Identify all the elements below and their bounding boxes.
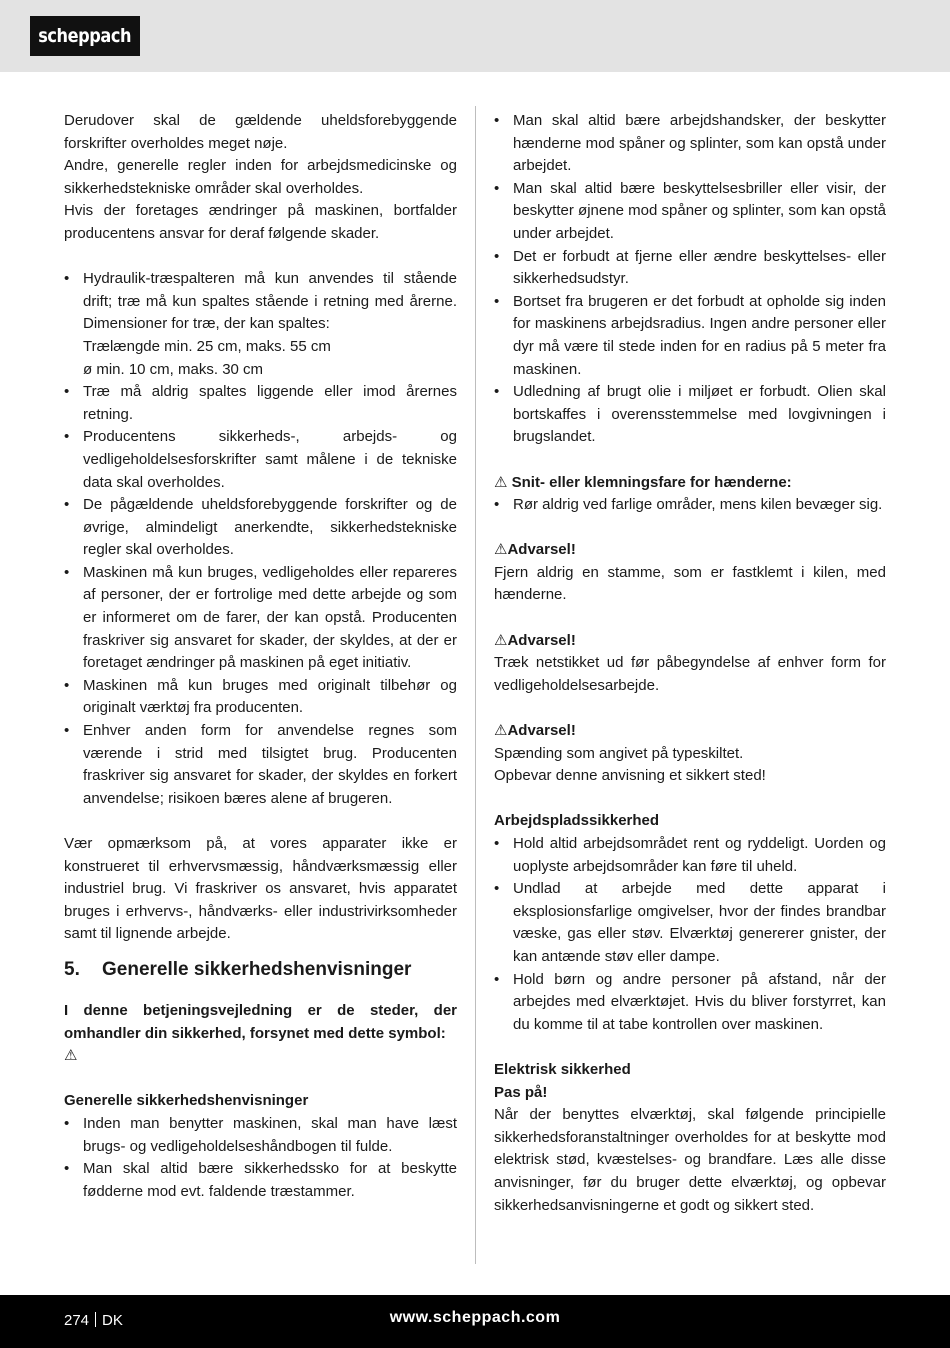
list-item: • Man skal altid bære arbejdshandsker, der beskytter hænderne mod spåner og splinter, som kan opstå under arbejdet. — [494, 110, 886, 178]
section-number: 5. — [64, 958, 80, 980]
top-bar — [0, 0, 950, 72]
section-title: Generelle sikkerhedshenvisninger — [102, 958, 412, 980]
sub-heading: Generelle sikkerhedshenvisninger — [64, 1092, 309, 1110]
warning-text-2: Træk netstikket ud før påbegyndelse af enhver form for vedligeholdelsesarbejde. — [494, 654, 886, 694]
list-item: • Hold altid arbejdsområdet rent og ryddeligt. Uorden og uoplyste arbejdsområder kan føre til uheld. — [494, 833, 886, 878]
scheppach-logo — [30, 16, 140, 56]
list-item: • Maskinen må kun bruges, vedligeholdes eller repareres af personer, der er fortrolige med dette arbejde og som er informeret om de farer, der kan opstå. Producenten fraskriver sig ansvaret for skader, der skyldes, at der er foretaget ændringer på maskinen på eget initiativ. — [64, 562, 457, 675]
list-item: • Maskinen må kun bruges med originalt tilbehør og originalt værktøj fra producenten. — [64, 675, 457, 720]
warning-text-3a: Spænding som angivet på typeskiltet. — [494, 744, 744, 762]
notice-paragraph: Vær opmærksom på, at vores apparater ikke er konstrueret til erhvervsmæssig, håndværksmæssig eller industriel brug. Vi fraskriver os ansvaret, hvis apparatet bruges i erhvervs-, håndværks- eller industrivirksomheder samt til lignende arbejde. — [64, 835, 457, 943]
warning-symbol: ⚠ — [64, 1047, 78, 1065]
electric-heading: Elektrisk sikkerhed — [494, 1060, 631, 1078]
list-item: • Rør aldrig ved farlige områder, mens kilen bevæger sig. — [494, 494, 886, 517]
footer-url: www.scheppach.com — [389, 1309, 561, 1326]
list-item: • Undlad at arbejde med dette apparat i eksplosionsfarlige omgivelser, hvor der findes brandbar væske, gas eller støv. Elværktøj genererer gnister, der kan antænde støv eller dampe. — [494, 878, 886, 968]
logo-text: scheppach — [38, 25, 132, 47]
dimension-diameter: ø min. 10 cm, maks. 30 cm — [83, 360, 264, 378]
cut-hazard-list — [494, 494, 886, 517]
warning-heading-3: ⚠Advarsel! — [494, 722, 576, 740]
intro-paragraph-2: Andre, generelle regler inden for arbejdsmedicinske og sikkerhedstekniske områder skal overholdes. — [64, 157, 457, 197]
warning-text-3b: Opbevar denne anvisning et sikkert sted! — [494, 767, 766, 785]
intro-paragraph-1: Derudover skal de gældende uheldsforebyggende forskrifter overholdes meget nøje. — [64, 112, 457, 152]
list-item: • Det er forbudt at fjerne eller ændre beskyttelses- eller sikkerhedsudstyr. — [494, 246, 886, 291]
footer-bar — [0, 1295, 950, 1348]
list-item: • Bortset fra brugeren er det forbudt at opholde sig inden for maskinens arbejdsradius. Ingen andre personer eller dyr må være til stede inden for en radius på 5 meter fra maskinen. — [494, 291, 886, 381]
list-item: • Træ må aldrig spaltes liggende eller imod årernes retning. — [64, 381, 457, 426]
list-item: • Udledning af brugt olie i miljøet er forbudt. Olien skal bortskaffes i overensstemmelse med lovgivningen i brugslandet. — [494, 381, 886, 449]
workplace-list — [494, 833, 886, 1036]
list-item — [64, 268, 457, 381]
list-item: • Inden man benytter maskinen, skal man have læst brugs- og vedligeholdelseshåndbogen til fulde. — [64, 1113, 457, 1158]
intro-paragraph-3: Hvis der foretages ændringer på maskinen, bortfalder producentens ansvar for deraf følgende skader. — [64, 202, 457, 242]
warning-text-1: Fjern aldrig en stamme, som er fastklemt i kilen, med hænderne. — [494, 563, 886, 604]
warning-heading-2: ⚠Advarsel! — [494, 631, 576, 649]
language-code: DK — [102, 1312, 123, 1329]
warning-heading-1: ⚠Advarsel! — [494, 541, 576, 559]
column-divider — [475, 106, 476, 1264]
list-item: • De pågældende uheldsforebyggende forskrifter og de øvrige, almindeligt anerkendte, sikkerhedstekniske regler skal overholdes. — [64, 494, 457, 562]
dimension-length: Trælængde min. 25 cm, maks. 55 cm — [83, 337, 331, 355]
list-item: • Enhver anden form for anvendelse regnes som værende i strid med tilsigtet brug. Producenten fraskriver sig ansvaret for skader, der skyldes en forkert anvendelse; risikoen bæres alene af brugeren. — [64, 720, 457, 810]
list-item-text: Hydraulik-træspalteren må kun anvendes til stående drift; træ må kun spaltes stående i retning med årerne. Dimensioner for træ, der kan spaltes: — [83, 270, 457, 333]
list-item: • Hold børn og andre personer på afstand, når der arbejdes med elværktøjet. Hvis du bliver forstyrret, kan du komme til at tabe kontrollen over maskinen. — [494, 969, 886, 1037]
list-item: • Man skal altid bære beskyttelsesbriller eller visir, der beskytter øjnene mod spåner og splinter, som kan opstå under arbejdet. — [494, 178, 886, 246]
electric-text: Når der benyttes elværktøj, skal følgende principielle sikkerhedsforanstaltninger overholdes for at beskytte mod elektrisk stød, kvæstelses- og brandfare. Læs alle disse anvisninger, før du bruger dette elværktøj, og opbevar sikkerhedsanvisningerne et godt og sikkert sted. — [494, 1106, 886, 1214]
symbol-intro: I denne betjeningsvejledning er de steder, der omhandler din sikkerhed, forsynet med dette symbol: — [64, 1001, 457, 1042]
right-column — [494, 110, 886, 1217]
left-column — [64, 110, 457, 1203]
protection-list — [494, 110, 886, 449]
list-item: • Man skal altid bære sikkerhedssko for at beskytte fødderne mod evt. faldende træstammer. — [64, 1158, 457, 1203]
workplace-heading: Arbejdspladssikkerhed — [494, 812, 660, 830]
general-safety-list — [64, 1113, 457, 1203]
electric-caution: Pas på! — [494, 1083, 548, 1101]
page-number: 274 — [64, 1312, 90, 1329]
usage-rules-list — [64, 268, 457, 810]
section-heading — [64, 958, 457, 982]
cut-hazard-heading: ⚠ Snit- eller klemningsfare for hænderne: — [494, 473, 792, 491]
list-item: • Producentens sikkerheds-, arbejds- og vedligeholdelsesforskrifter samt målene i de tekniske data skal overholdes. — [64, 426, 457, 494]
